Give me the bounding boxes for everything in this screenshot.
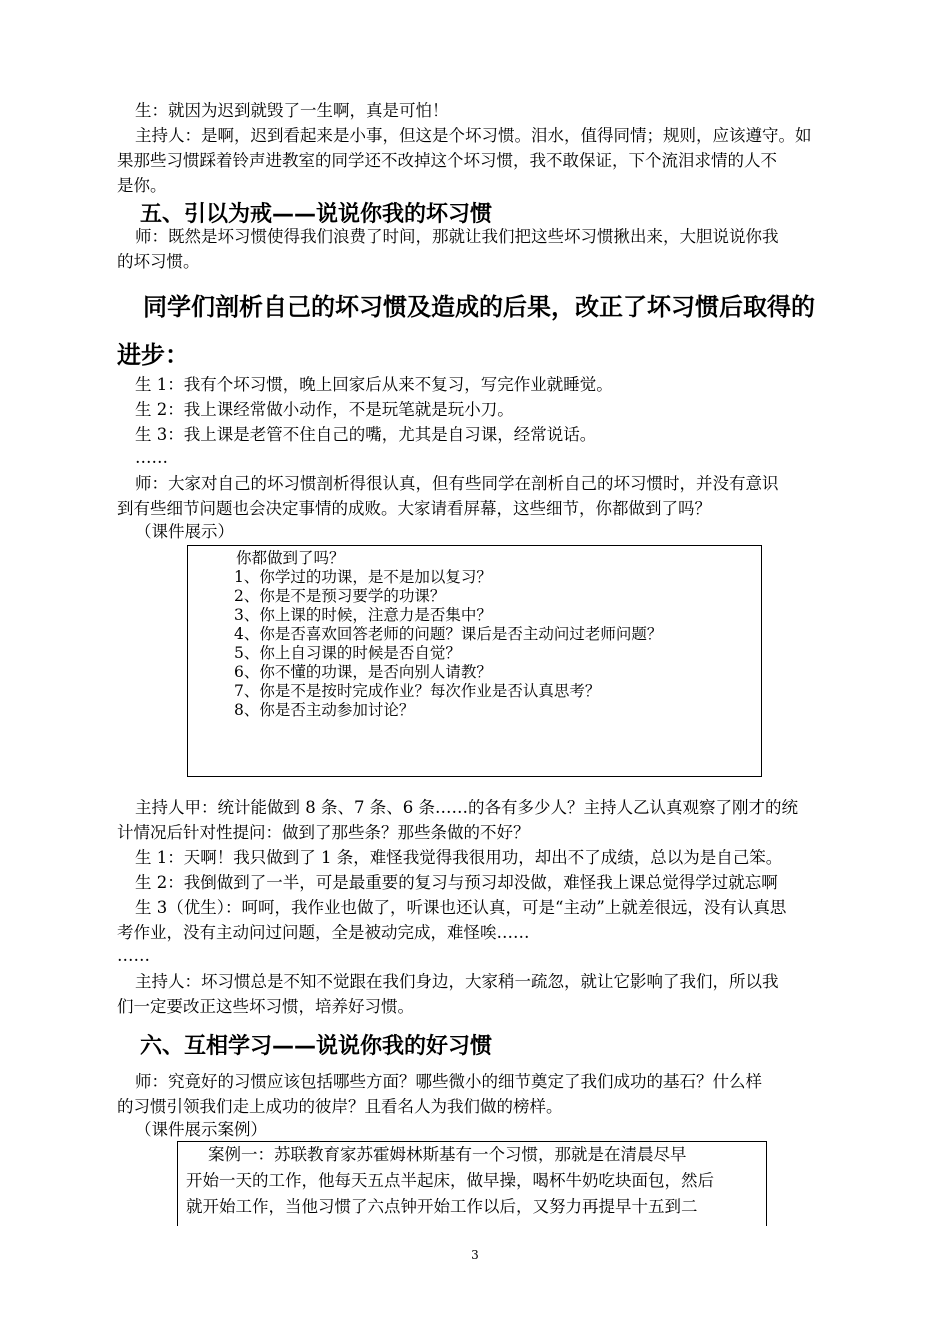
- checklist-title: 你都做到了吗？: [236, 549, 345, 567]
- paragraph-line: 果那些习惯踩着铃声进教室的同学还不改掉这个坏习惯，我不敢保证，下个流泪求情的人不: [117, 151, 777, 170]
- student-line: 生 1：天啊！我只做到了 1 条，难怪我觉得我很用功，却出不了成绩，总以为是自己笨。: [135, 848, 783, 867]
- checklist-item: 8、你是否主动参加讨论？: [234, 701, 415, 719]
- student-line: 生 3（优生）：呵呵，我作业也做了，听课也还认真，可是“主动”上就差很远，没有认真思: [135, 898, 787, 917]
- student-line: 生 1：我有个坏习惯，晚上回家后从来不复习，写完作业就睡觉。: [135, 375, 613, 394]
- checklist-item: 6、你不懂的功课，是否向别人请教？: [234, 663, 492, 681]
- section-heading-5: 五、引以为戒——说说你我的坏习惯: [140, 202, 493, 227]
- paragraph-line: 主持人：坏习惯总是不知不觉跟在我们身边，大家稍一疏忽，就让它影响了我们，所以我: [135, 972, 779, 991]
- student-line: 生 3：我上课是老管不住自己的嘴，尤其是自习课，经常说话。: [135, 425, 597, 444]
- checklist-item: 7、你是不是按时完成作业？每次作业是否认真思考？: [234, 682, 601, 700]
- paragraph-line: 生：就因为迟到就毁了一生啊，真是可怕！: [135, 101, 449, 120]
- ellipsis: ……: [135, 448, 168, 467]
- case-line: 开始一天的工作，他每天五点半起床，做早操，喝杯牛奶吃块面包，然后: [186, 1171, 714, 1190]
- paragraph-line: 到有些细节问题也会决定事情的成败。大家请看屏幕，这些细节，你都做到了吗？: [117, 499, 711, 518]
- student-line: 生 2：我上课经常做小动作，不是玩笔就是玩小刀。: [135, 400, 514, 419]
- paragraph-line: 师：究竟好的习惯应该包括哪些方面？哪些微小的细节奠定了我们成功的基石？什么样: [135, 1072, 762, 1091]
- case-line: 就开始工作，当他习惯了六点钟开始工作以后，又努力再提早十五到二: [186, 1197, 698, 1216]
- page-number: 3: [471, 1248, 479, 1262]
- paragraph-line: 主持人甲：统计能做到 8 条、7 条、6 条……的各有多少人？主持人乙认真观察了刚才的统: [135, 798, 798, 817]
- bold-prompt-line: 进步：: [117, 341, 189, 369]
- courseware-note: （课件展示）: [135, 522, 234, 541]
- paragraph-line: 师：既然是坏习惯使得我们浪费了时间，那就让我们把这些坏习惯揪出来，大胆说说你我: [135, 227, 779, 246]
- checklist-box: [187, 545, 762, 777]
- bold-prompt-line: 同学们剖析自己的坏习惯及造成的后果，改正了坏习惯后取得的: [143, 293, 815, 321]
- ellipsis: ……: [117, 946, 150, 965]
- checklist-item: 1、你学过的功课，是不是加以复习？: [234, 568, 492, 586]
- checklist-item: 5、你上自习课的时候是否自觉？: [234, 644, 461, 662]
- checklist-item: 2、你是不是预习要学的功课？: [234, 587, 446, 605]
- checklist-item: 4、你是否喜欢回答老师的问题？课后是否主动问过老师问题？: [234, 625, 663, 643]
- section-heading-6: 六、互相学习——说说你我的好习惯: [140, 1034, 493, 1059]
- student-line: 生 2：我倒做到了一半，可是最重要的复习与预习却没做，难怪我上课总觉得学过就忘啊: [135, 873, 778, 892]
- paragraph-line: 的坏习惯。: [117, 252, 200, 271]
- paragraph-line: 师：大家对自己的坏习惯剖析得很认真，但有些同学在剖析自己的坏习惯时，并没有意识: [135, 474, 779, 493]
- checklist-item: 3、你上课的时候，注意力是否集中？: [234, 606, 492, 624]
- student-line: 考作业，没有主动问过问题，全是被动完成，难怪唉……: [117, 923, 530, 942]
- paragraph-line: 是你。: [117, 176, 167, 195]
- courseware-note: （课件展示案例）: [135, 1120, 267, 1139]
- case-line: 案例一：苏联教育家苏霍姆林斯基有一个习惯，那就是在清晨尽早: [208, 1145, 687, 1164]
- case-box: [177, 1141, 767, 1226]
- paragraph-line: 主持人：是啊，迟到看起来是小事，但这是个坏习惯。泪水，值得同情；规则，应该遵守。如: [135, 126, 812, 145]
- paragraph-line: 们一定要改正这些坏习惯，培养好习惯。: [117, 997, 414, 1016]
- paragraph-line: 计情况后针对性提问：做到了那些条？那些条做的不好？: [117, 823, 530, 842]
- paragraph-line: 的习惯引领我们走上成功的彼岸？且看名人为我们做的榜样。: [117, 1097, 563, 1116]
